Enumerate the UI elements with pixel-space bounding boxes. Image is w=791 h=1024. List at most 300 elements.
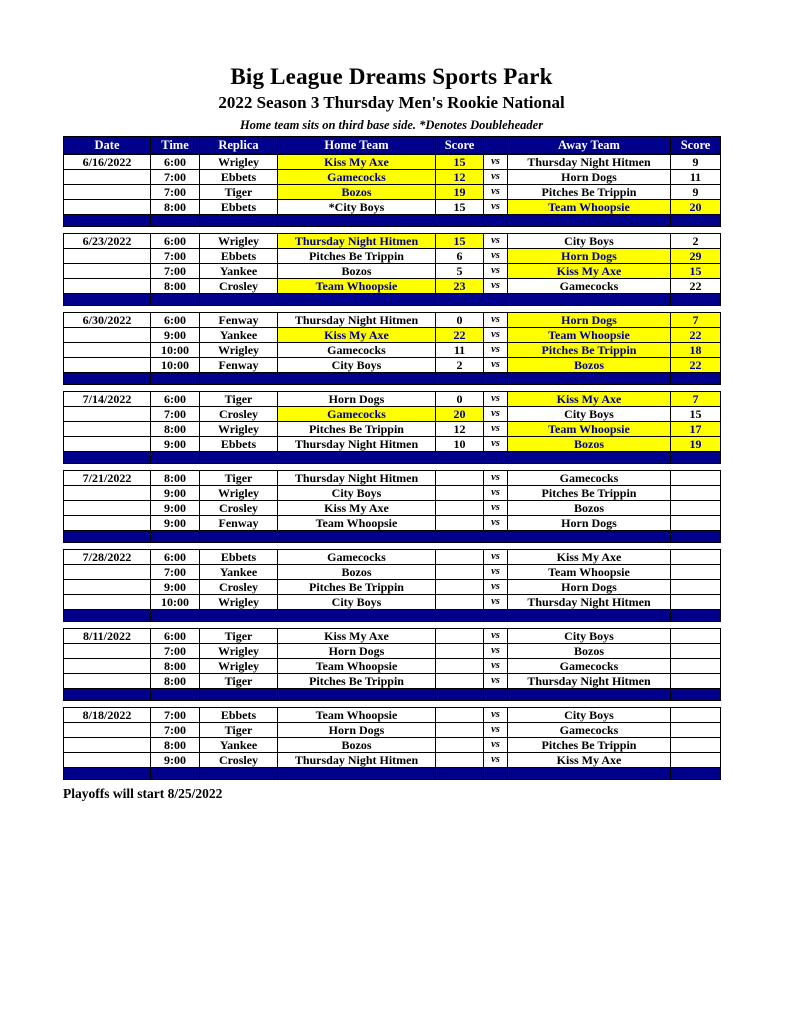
date-cell: 7/28/2022 xyxy=(64,550,151,565)
separator-cell xyxy=(64,215,151,227)
week-block-7/14/2022 xyxy=(63,391,721,464)
page-title: Big League Dreams Sports Park xyxy=(230,64,553,89)
home-score-cell xyxy=(436,753,484,768)
vs-cell: vs xyxy=(484,595,508,610)
home-team-cell: Thursday Night Hitmen xyxy=(278,471,436,486)
column-header-score: Score xyxy=(671,137,721,154)
time-cell: 6:00 xyxy=(151,234,200,249)
date-cell xyxy=(64,264,151,279)
away-score-cell xyxy=(671,629,721,644)
date-cell xyxy=(64,185,151,200)
replica-cell: Ebbets xyxy=(200,437,278,452)
date-cell xyxy=(64,516,151,531)
vs-cell: vs xyxy=(484,313,508,328)
vs-cell: vs xyxy=(484,249,508,264)
separator-cell xyxy=(64,531,151,543)
column-header-home-team: Home Team xyxy=(278,137,436,154)
date-cell: 6/23/2022 xyxy=(64,234,151,249)
separator-cell xyxy=(671,294,721,306)
home-score-cell xyxy=(436,580,484,595)
away-score-cell: 11 xyxy=(671,170,721,185)
date-cell xyxy=(64,407,151,422)
date-cell xyxy=(64,753,151,768)
away-score-cell: 9 xyxy=(671,185,721,200)
replica-cell: Yankee xyxy=(200,264,278,279)
home-team-cell: Pitches Be Trippin xyxy=(278,674,436,689)
replica-cell: Wrigley xyxy=(200,595,278,610)
game-row xyxy=(64,249,721,264)
time-cell: 7:00 xyxy=(151,565,200,580)
separator-row xyxy=(64,531,721,543)
away-score-cell: 20 xyxy=(671,200,721,215)
away-score-cell: 15 xyxy=(671,264,721,279)
date-cell xyxy=(64,343,151,358)
separator-cell xyxy=(508,215,671,227)
away-team-cell: City Boys xyxy=(508,407,671,422)
replica-cell: Ebbets xyxy=(200,249,278,264)
game-row xyxy=(64,170,721,185)
game-row xyxy=(64,313,721,328)
separator-cell xyxy=(151,452,200,464)
home-team-cell: Kiss My Axe xyxy=(278,328,436,343)
separator-cell xyxy=(484,610,508,622)
away-score-cell xyxy=(671,550,721,565)
game-row xyxy=(64,738,721,753)
vs-cell: vs xyxy=(484,723,508,738)
time-cell: 7:00 xyxy=(151,249,200,264)
replica-cell: Yankee xyxy=(200,328,278,343)
away-team-cell: City Boys xyxy=(508,234,671,249)
vs-cell: vs xyxy=(484,580,508,595)
time-cell: 7:00 xyxy=(151,264,200,279)
separator-cell xyxy=(200,610,278,622)
away-team-cell: Thursday Night Hitmen xyxy=(508,595,671,610)
away-team-cell: Kiss My Axe xyxy=(508,264,671,279)
week-block-7/21/2022 xyxy=(63,470,721,543)
replica-cell: Yankee xyxy=(200,565,278,580)
home-team-cell: Pitches Be Trippin xyxy=(278,249,436,264)
separator-cell xyxy=(278,215,436,227)
home-team-cell: Bozos xyxy=(278,565,436,580)
vs-cell: vs xyxy=(484,437,508,452)
replica-cell: Ebbets xyxy=(200,550,278,565)
home-score-cell: 2 xyxy=(436,358,484,373)
away-team-cell: Bozos xyxy=(508,501,671,516)
home-team-cell: Gamecocks xyxy=(278,550,436,565)
away-team-cell: Pitches Be Trippin xyxy=(508,185,671,200)
home-score-cell xyxy=(436,738,484,753)
away-score-cell xyxy=(671,708,721,723)
date-cell xyxy=(64,249,151,264)
date-cell: 7/21/2022 xyxy=(64,471,151,486)
replica-cell: Wrigley xyxy=(200,644,278,659)
away-team-cell: Gamecocks xyxy=(508,279,671,294)
separator-cell xyxy=(508,768,671,780)
replica-cell: Tiger xyxy=(200,674,278,689)
home-team-cell: Gamecocks xyxy=(278,407,436,422)
home-score-cell: 15 xyxy=(436,200,484,215)
game-row xyxy=(64,565,721,580)
date-cell xyxy=(64,738,151,753)
vs-cell: vs xyxy=(484,343,508,358)
away-team-cell: Team Whoopsie xyxy=(508,565,671,580)
vs-cell: vs xyxy=(484,422,508,437)
date-cell xyxy=(64,486,151,501)
home-team-cell: Thursday Night Hitmen xyxy=(278,234,436,249)
vs-cell: vs xyxy=(484,279,508,294)
replica-cell: Fenway xyxy=(200,516,278,531)
home-score-cell: 20 xyxy=(436,407,484,422)
game-row xyxy=(64,550,721,565)
separator-cell xyxy=(278,610,436,622)
away-score-cell: 2 xyxy=(671,234,721,249)
replica-cell: Crosley xyxy=(200,580,278,595)
separator-cell xyxy=(64,294,151,306)
separator-cell xyxy=(484,215,508,227)
date-cell xyxy=(64,170,151,185)
replica-cell: Wrigley xyxy=(200,422,278,437)
playoffs-note: Playoffs will start 8/25/2022 xyxy=(63,786,223,801)
replica-cell: Crosley xyxy=(200,279,278,294)
separator-row xyxy=(64,452,721,464)
date-cell: 6/30/2022 xyxy=(64,313,151,328)
away-team-cell: City Boys xyxy=(508,629,671,644)
separator-cell xyxy=(671,531,721,543)
time-cell: 7:00 xyxy=(151,185,200,200)
column-header-vs xyxy=(484,137,508,154)
separator-cell xyxy=(671,610,721,622)
vs-cell: vs xyxy=(484,185,508,200)
column-header-replica: Replica xyxy=(200,137,278,154)
week-block-6/23/2022 xyxy=(63,233,721,306)
away-score-cell xyxy=(671,580,721,595)
separator-cell xyxy=(484,373,508,385)
vs-cell: vs xyxy=(484,392,508,407)
time-cell: 7:00 xyxy=(151,407,200,422)
vs-cell: vs xyxy=(484,708,508,723)
separator-cell xyxy=(200,294,278,306)
week-block-6/16/2022 xyxy=(63,154,721,227)
separator-cell xyxy=(508,610,671,622)
separator-cell xyxy=(436,531,484,543)
date-cell xyxy=(64,279,151,294)
time-cell: 9:00 xyxy=(151,328,200,343)
separator-cell xyxy=(508,294,671,306)
home-score-cell: 22 xyxy=(436,328,484,343)
time-cell: 9:00 xyxy=(151,437,200,452)
home-score-cell: 12 xyxy=(436,170,484,185)
away-team-cell: Horn Dogs xyxy=(508,170,671,185)
title-block xyxy=(63,64,720,133)
separator-cell xyxy=(508,689,671,701)
home-score-cell: 19 xyxy=(436,185,484,200)
separator-cell xyxy=(671,215,721,227)
time-cell: 8:00 xyxy=(151,471,200,486)
away-team-cell: Kiss My Axe xyxy=(508,392,671,407)
column-header-away-team: Away Team xyxy=(508,137,671,154)
separator-cell xyxy=(64,373,151,385)
vs-cell: vs xyxy=(484,550,508,565)
replica-cell: Ebbets xyxy=(200,170,278,185)
replica-cell: Wrigley xyxy=(200,343,278,358)
home-score-cell xyxy=(436,486,484,501)
away-team-cell: City Boys xyxy=(508,708,671,723)
away-team-cell: Pitches Be Trippin xyxy=(508,343,671,358)
time-cell: 8:00 xyxy=(151,279,200,294)
separator-cell xyxy=(151,373,200,385)
away-score-cell xyxy=(671,723,721,738)
separator-cell xyxy=(278,689,436,701)
separator-cell xyxy=(64,689,151,701)
replica-cell: Ebbets xyxy=(200,708,278,723)
home-score-cell xyxy=(436,565,484,580)
time-cell: 8:00 xyxy=(151,200,200,215)
home-score-cell xyxy=(436,595,484,610)
away-score-cell xyxy=(671,486,721,501)
schedule-header-table xyxy=(63,136,721,154)
vs-cell: vs xyxy=(484,407,508,422)
away-team-cell: Horn Dogs xyxy=(508,580,671,595)
game-row xyxy=(64,200,721,215)
game-row xyxy=(64,516,721,531)
away-team-cell: Horn Dogs xyxy=(508,249,671,264)
time-cell: 7:00 xyxy=(151,170,200,185)
away-score-cell: 18 xyxy=(671,343,721,358)
away-team-cell: Gamecocks xyxy=(508,659,671,674)
home-team-cell: Thursday Night Hitmen xyxy=(278,437,436,452)
game-row xyxy=(64,674,721,689)
home-score-cell xyxy=(436,471,484,486)
game-row xyxy=(64,155,721,170)
away-team-cell: Pitches Be Trippin xyxy=(508,738,671,753)
game-row xyxy=(64,279,721,294)
home-team-cell: Team Whoopsie xyxy=(278,279,436,294)
replica-cell: Crosley xyxy=(200,407,278,422)
separator-cell xyxy=(436,452,484,464)
separator-cell xyxy=(151,768,200,780)
away-score-cell: 15 xyxy=(671,407,721,422)
separator-cell xyxy=(278,294,436,306)
date-cell xyxy=(64,723,151,738)
home-team-cell: Thursday Night Hitmen xyxy=(278,313,436,328)
game-row xyxy=(64,644,721,659)
game-row xyxy=(64,234,721,249)
home-score-cell: 11 xyxy=(436,343,484,358)
separator-cell xyxy=(64,768,151,780)
away-score-cell: 22 xyxy=(671,358,721,373)
separator-cell xyxy=(484,531,508,543)
separator-cell xyxy=(278,373,436,385)
separator-cell xyxy=(436,294,484,306)
date-cell xyxy=(64,358,151,373)
vs-cell: vs xyxy=(484,471,508,486)
vs-cell: vs xyxy=(484,328,508,343)
away-score-cell xyxy=(671,644,721,659)
separator-cell xyxy=(200,452,278,464)
replica-cell: Tiger xyxy=(200,629,278,644)
away-score-cell xyxy=(671,471,721,486)
separator-cell xyxy=(671,452,721,464)
time-cell: 8:00 xyxy=(151,659,200,674)
weeks-container xyxy=(63,154,791,780)
separator-cell xyxy=(64,452,151,464)
vs-cell: vs xyxy=(484,501,508,516)
replica-cell: Wrigley xyxy=(200,155,278,170)
separator-cell xyxy=(151,689,200,701)
week-block-8/11/2022 xyxy=(63,628,721,701)
replica-cell: Fenway xyxy=(200,358,278,373)
separator-cell xyxy=(508,452,671,464)
week-block-7/28/2022 xyxy=(63,549,721,622)
home-team-cell: Pitches Be Trippin xyxy=(278,422,436,437)
time-cell: 9:00 xyxy=(151,486,200,501)
home-team-cell: Kiss My Axe xyxy=(278,501,436,516)
away-team-cell: Bozos xyxy=(508,644,671,659)
game-row xyxy=(64,185,721,200)
week-block-8/18/2022 xyxy=(63,707,721,780)
home-team-cell: Gamecocks xyxy=(278,170,436,185)
game-row xyxy=(64,708,721,723)
time-cell: 7:00 xyxy=(151,708,200,723)
time-cell: 8:00 xyxy=(151,422,200,437)
away-team-cell: Team Whoopsie xyxy=(508,328,671,343)
date-cell xyxy=(64,659,151,674)
separator-cell xyxy=(278,531,436,543)
game-row xyxy=(64,328,721,343)
separator-cell xyxy=(484,768,508,780)
home-team-cell: *City Boys xyxy=(278,200,436,215)
date-cell xyxy=(64,328,151,343)
home-team-cell: Horn Dogs xyxy=(278,644,436,659)
separator-cell xyxy=(200,373,278,385)
home-team-cell: City Boys xyxy=(278,486,436,501)
vs-cell: vs xyxy=(484,629,508,644)
vs-cell: vs xyxy=(484,644,508,659)
separator-cell xyxy=(671,373,721,385)
separator-cell xyxy=(436,768,484,780)
home-team-cell: Pitches Be Trippin xyxy=(278,580,436,595)
separator-row xyxy=(64,689,721,701)
vs-cell: vs xyxy=(484,155,508,170)
separator-row xyxy=(64,610,721,622)
week-block-6/30/2022 xyxy=(63,312,721,385)
away-team-cell: Gamecocks xyxy=(508,723,671,738)
separator-cell xyxy=(671,768,721,780)
home-team-cell: Horn Dogs xyxy=(278,723,436,738)
game-row xyxy=(64,723,721,738)
game-row xyxy=(64,486,721,501)
home-team-cell: Team Whoopsie xyxy=(278,708,436,723)
home-score-cell: 6 xyxy=(436,249,484,264)
column-header-date: Date xyxy=(64,137,151,154)
game-row xyxy=(64,264,721,279)
separator-cell xyxy=(436,689,484,701)
replica-cell: Wrigley xyxy=(200,486,278,501)
time-cell: 6:00 xyxy=(151,392,200,407)
home-team-cell: Horn Dogs xyxy=(278,392,436,407)
page-subtitle: 2022 Season 3 Thursday Men's Rookie National xyxy=(218,93,565,112)
away-team-cell: Team Whoopsie xyxy=(508,200,671,215)
replica-cell: Fenway xyxy=(200,313,278,328)
date-cell xyxy=(64,437,151,452)
time-cell: 6:00 xyxy=(151,313,200,328)
date-cell xyxy=(64,644,151,659)
date-cell xyxy=(64,674,151,689)
time-cell: 8:00 xyxy=(151,738,200,753)
home-score-cell xyxy=(436,674,484,689)
separator-cell xyxy=(278,768,436,780)
away-score-cell: 9 xyxy=(671,155,721,170)
game-row xyxy=(64,407,721,422)
separator-cell xyxy=(436,610,484,622)
time-cell: 10:00 xyxy=(151,358,200,373)
game-row xyxy=(64,358,721,373)
time-cell: 9:00 xyxy=(151,516,200,531)
separator-cell xyxy=(151,531,200,543)
separator-row xyxy=(64,294,721,306)
away-team-cell: Bozos xyxy=(508,437,671,452)
away-score-cell xyxy=(671,565,721,580)
away-team-cell: Horn Dogs xyxy=(508,516,671,531)
date-cell xyxy=(64,595,151,610)
game-row xyxy=(64,422,721,437)
game-row xyxy=(64,501,721,516)
vs-cell: vs xyxy=(484,234,508,249)
replica-cell: Tiger xyxy=(200,723,278,738)
home-team-cell: City Boys xyxy=(278,595,436,610)
home-score-cell: 23 xyxy=(436,279,484,294)
vs-cell: vs xyxy=(484,516,508,531)
separator-cell xyxy=(436,215,484,227)
vs-cell: vs xyxy=(484,486,508,501)
separator-cell xyxy=(508,373,671,385)
replica-cell: Tiger xyxy=(200,471,278,486)
away-team-cell: Gamecocks xyxy=(508,471,671,486)
home-team-cell: Thursday Night Hitmen xyxy=(278,753,436,768)
column-header-score: Score xyxy=(436,137,484,154)
vs-cell: vs xyxy=(484,170,508,185)
date-cell xyxy=(64,501,151,516)
home-score-cell xyxy=(436,550,484,565)
away-score-cell xyxy=(671,738,721,753)
time-cell: 10:00 xyxy=(151,343,200,358)
separator-cell xyxy=(484,452,508,464)
away-score-cell: 7 xyxy=(671,313,721,328)
home-score-cell xyxy=(436,501,484,516)
separator-cell xyxy=(508,531,671,543)
away-team-cell: Horn Dogs xyxy=(508,313,671,328)
separator-cell xyxy=(151,215,200,227)
date-cell xyxy=(64,580,151,595)
away-score-cell xyxy=(671,674,721,689)
separator-cell xyxy=(200,768,278,780)
away-score-cell xyxy=(671,501,721,516)
separator-row xyxy=(64,215,721,227)
game-row xyxy=(64,580,721,595)
separator-cell xyxy=(484,689,508,701)
time-cell: 6:00 xyxy=(151,629,200,644)
home-score-cell: 5 xyxy=(436,264,484,279)
game-row xyxy=(64,659,721,674)
replica-cell: Tiger xyxy=(200,392,278,407)
away-score-cell: 29 xyxy=(671,249,721,264)
vs-cell: vs xyxy=(484,659,508,674)
time-cell: 7:00 xyxy=(151,644,200,659)
away-score-cell: 7 xyxy=(671,392,721,407)
away-score-cell xyxy=(671,659,721,674)
date-cell xyxy=(64,200,151,215)
date-cell: 7/14/2022 xyxy=(64,392,151,407)
